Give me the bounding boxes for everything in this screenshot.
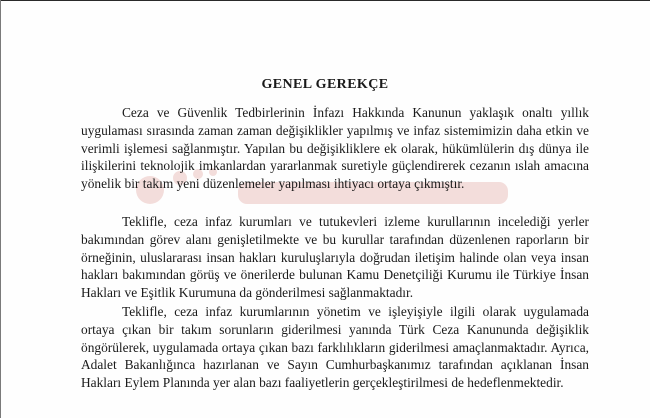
scan-edge-left (0, 0, 1, 418)
paragraph-1: Ceza ve Güvenlik Tedbirlerinin İnfazı Hakkında Kanunun yaklaşık onaltı yıllık uygulaması sırasında zaman zaman değişiklikler yapılmış ve infaz sistemimizin daha etkin ve verimli işlemesi sağlanmıştır. Yapılan bu değişikliklere ek olarak, hükümlülerin dış dünya ile ilişkilerini teknolojik imkanlardan yararlanmak suretiyle güçlendirerek cezanın ıslah amacına yönelik bir takım yeni düzenlemeler yapılması ihtiyacı ortaya çıkmıştır. (81, 105, 589, 192)
scan-edge-top (0, 0, 650, 1)
paragraph-3: Teklifle, ceza infaz kurumlarının yönetim ve işleyişiyle ilgili olarak uygulamada ortaya çıkan bir takım sorunların giderilmesi yanında Türk Ceza Kanununda değişiklik öngörülerek, uygulamada ortaya çıkan bazı farklılıkların giderilmesi amaçlanmaktadır. Ayrıca, Adalet Bakanlığınca hazırlanan ve Sayın Cumhurbaşkanımız tarafından açıklanan İnsan Hakları Eylem Planında yer alan bazı faaliyetlerin gerçekleştirilmesi de hedeflenmektedir. (81, 304, 589, 391)
page-title: GENEL GEREKÇE (261, 77, 389, 92)
paragraph-2: Teklifle, ceza infaz kurumları ve tutukevleri izleme kurullarının incelediği yerler bakımından görev alanı genişletilmekte ve bu kurullar tarafından düzenlenen raporların bir örneğinin, uluslararası insan hakları kuruluşlarıyla doğrudan iletişim halinde olan veya insan hakları bakımından görüş ve önerilerde bulunan Kamu Denetçiliği Kurumu ile Türkiye İnsan Hakları ve Eşitlik Kurumuna da gönderilmesi sağlanmaktadır. (81, 214, 589, 301)
